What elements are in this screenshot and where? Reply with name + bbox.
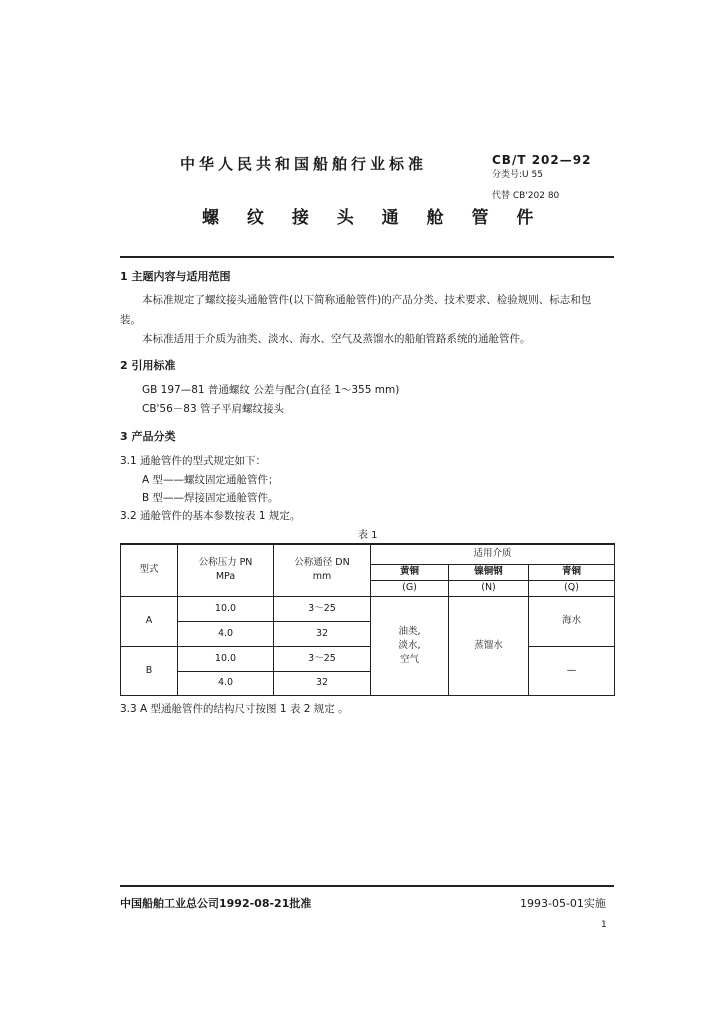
row-pn: 4.0	[178, 621, 274, 646]
row-type-b: B	[121, 646, 178, 695]
classification-code: 分类号:U 55	[492, 170, 543, 180]
implementation-date: 1993-05-01实施	[520, 897, 606, 910]
page-number: 1	[601, 920, 607, 930]
header-rule	[120, 256, 614, 258]
section-1-heading: 1 主题内容与适用范围	[120, 270, 231, 283]
row-dn: 3～25	[274, 646, 371, 671]
row-type-a: A	[121, 596, 178, 646]
row-pn: 10.0	[178, 646, 274, 671]
medium-brass-line-3: 空气	[399, 653, 419, 665]
reference-2: CB'56－83 管子平肩螺纹接头	[142, 403, 284, 415]
medium-brass-line-1: 油类,	[398, 625, 421, 637]
header-pn-label: 公称压力 PN	[198, 557, 253, 569]
table-row	[121, 646, 615, 671]
header-dn-label: 公称通径 DN	[294, 557, 350, 569]
header-material-brass-code: (G)	[371, 580, 449, 596]
footer-rule	[120, 885, 614, 887]
replaces-standard: 代替 CB'202 80	[492, 191, 560, 201]
header-dn-unit: mm	[312, 571, 332, 583]
table-caption: 表 1	[358, 530, 378, 541]
clause-3-1-type-b: B 型——焊接固定通舱管件。	[142, 492, 279, 504]
section-1-paragraph-2: 本标准适用于介质为油类、淡水、海水、空气及蒸馏水的船舶管路系统的通舱管件。	[142, 333, 531, 345]
clause-3-1-type-a: A 型——螺纹固定通舱管件；	[142, 474, 279, 486]
header-nominal-diameter	[274, 544, 371, 596]
row-dn: 32	[274, 621, 371, 646]
issuing-authority: 中华人民共和国船舶行业标准	[180, 155, 428, 173]
document-title: 螺 纹 接 头 通 舱 管 件	[202, 208, 545, 228]
medium-brass	[371, 596, 449, 695]
row-pn: 10.0	[178, 596, 274, 621]
header-material-brass: 黄铜	[371, 564, 449, 580]
section-1-paragraph-1: 本标准规定了螺纹接头通舱管件(以下简称通舱管件)的产品分类、技术要求、检验规则、标志和包	[142, 294, 592, 306]
header-type: 型式	[121, 544, 178, 596]
header-material-bronze: 青铜	[529, 564, 615, 580]
clause-3-2: 3.2 通舱管件的基本参数按表 1 规定。	[120, 510, 301, 522]
row-dn: 3～25	[274, 596, 371, 621]
medium-bronze-a: 海水	[529, 596, 615, 646]
medium-bronze-b: —	[529, 646, 615, 695]
header-applicable-medium: 适用介质	[371, 544, 615, 564]
row-dn: 32	[274, 671, 371, 695]
approval-line: 中国船舶工业总公司1992-08-21批准	[120, 897, 312, 910]
medium-nickel-copper: 蒸馏水	[449, 596, 529, 695]
medium-brass-line-2: 淡水,	[398, 639, 421, 651]
clause-3-3: 3.3 A 型通舱管件的结构尺寸按图 1 表 2 规定 。	[120, 703, 349, 715]
standard-code: CB/T 202—92	[492, 153, 592, 167]
clause-3-1: 3.1 通舱管件的型式规定如下：	[120, 455, 267, 467]
reference-1: GB 197—81 普通螺纹 公差与配合(直径 1～355 mm)	[142, 384, 400, 396]
row-pn: 4.0	[178, 671, 274, 695]
header-material-nickel-copper: 镍铜钢	[449, 564, 529, 580]
header-nominal-pressure	[178, 544, 274, 596]
section-3-heading: 3 产品分类	[120, 430, 176, 443]
parameter-table	[120, 543, 615, 696]
section-2-heading: 2 引用标准	[120, 359, 176, 372]
section-1-paragraph-1-cont: 装。	[120, 314, 141, 326]
header-material-nickel-copper-code: (N)	[449, 580, 529, 596]
header-material-bronze-code: (Q)	[529, 580, 615, 596]
header-pn-unit: MPa	[215, 571, 236, 583]
table-row	[121, 596, 615, 621]
